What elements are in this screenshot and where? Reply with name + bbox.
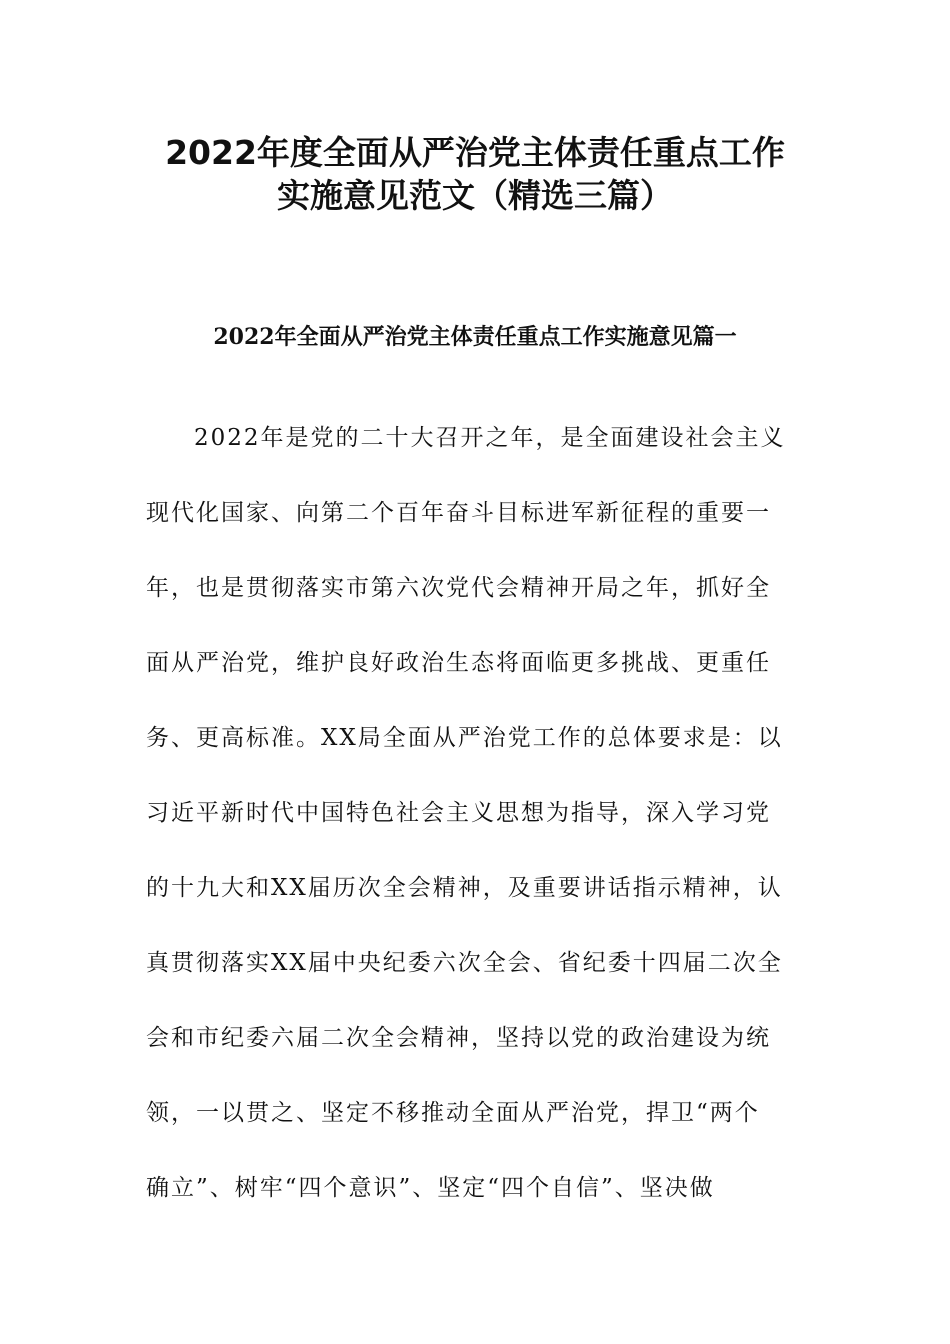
paragraph-line: 2022年是党的二十大召开之年，是全面建设社会主义 [194,425,786,451]
paragraph-line: 面从严治党，维护良好政治生态将面临更多挑战、更重任 [146,650,771,676]
paragraph-line: 现代化国家、向第二个百年奋斗目标进军新征程的重要一 [146,500,771,526]
paragraph-line: 会和市纪委六届二次全会精神，坚持以党的政治建设为统 [146,1025,771,1051]
section-heading: 2022年全面从严治党主体责任重点工作实施意见篇一 [213,324,737,350]
paragraph-line: 务、更高标准。XX局全面从严治党工作的总体要求是：以 [146,725,783,751]
paragraph-line: 真贯彻落实XX届中央纪委六次全会、省纪委十四届二次全 [146,950,783,976]
paragraph-line: 确立”、树牢“四个意识”、坚定“四个自信”、坚决做 [146,1175,715,1201]
document-title-line-2: 实施意见范文（精选三篇） [277,176,673,215]
paragraph-line: 年，也是贯彻落实市第六次党代会精神开局之年，抓好全 [146,575,771,601]
paragraph-line: 的十九大和XX届历次全会精神，及重要讲话指示精神，认 [146,875,783,901]
document-title-line-1: 2022年度全面从严治党主体责任重点工作 [165,133,785,172]
paragraph-line: 习近平新时代中国特色社会主义思想为指导，深入学习党 [146,800,771,826]
paragraph-line: 领，一以贯之、坚定不移推动全面从严治党，捍卫“两个 [146,1100,760,1126]
